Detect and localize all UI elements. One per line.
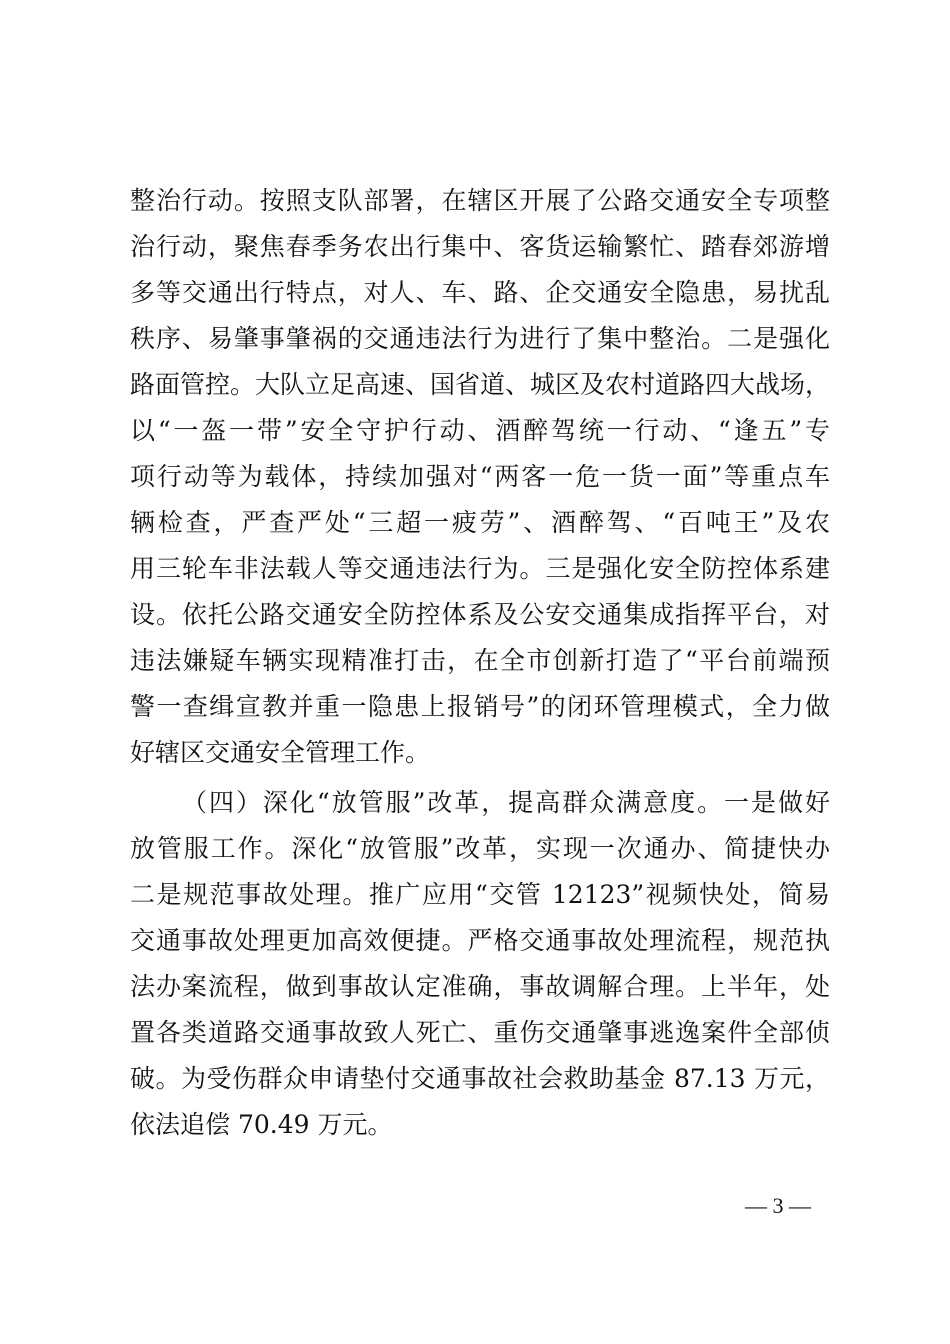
text-line: 法办案流程，做到事故认定准确，事故调解合理。上半年，处 xyxy=(130,972,830,1001)
page-number: — 3 — xyxy=(745,1193,811,1218)
text-line: 放管服工作。深化“放管服”改革，实现一次通办、简捷快办 xyxy=(130,834,830,863)
text-line: 秩序、易肇事肇祸的交通违法行为进行了集中整治。二是强化 xyxy=(130,324,830,353)
text-line: 整治行动。按照支队部署，在辖区开展了公路交通安全专项整 xyxy=(130,186,830,215)
text-line: 交通事故处理更加高效便捷。严格交通事故处理流程，规范执 xyxy=(130,926,830,955)
text-line: 项行动等为载体，持续加强对“两客一危一货一面”等重点车 xyxy=(130,462,830,491)
text-line: 以“一盔一带”安全守护行动、酒醉驾统一行动、“逢五”专 xyxy=(130,416,830,445)
text-line: 路面管控。大队立足高速、国省道、城区及农村道路四大战场， xyxy=(130,370,831,399)
text-line: 用三轮车非法载人等交通违法行为。三是强化安全防控体系建 xyxy=(130,554,830,583)
text-line: 破。为受伤群众申请垫付交通事故社会救助基金 87.13 万元， xyxy=(130,1064,830,1093)
section-heading-line: （四）深化“放管服”改革，提高群众满意度。一是做好 xyxy=(182,788,830,817)
text-line: 依法追偿 70.49 万元。 xyxy=(130,1110,393,1139)
text-line: 警一查缉宣教并重一隐患上报销号”的闭环管理模式，全力做 xyxy=(130,692,830,721)
text-line: 违法嫌疑车辆实现精准打击，在全市创新打造了“平台前端预 xyxy=(130,646,830,675)
text-line: 好辖区交通安全管理工作。 xyxy=(130,738,431,767)
text-line: 置各类道路交通事故致人死亡、重伤交通肇事逃逸案件全部侦 xyxy=(130,1018,830,1047)
text-line: 二是规范事故处理。推广应用“交管 12123”视频快处，简易 xyxy=(130,880,830,909)
text-line: 治行动，聚焦春季务农出行集中、客货运输繁忙、踏春郊游增 xyxy=(130,232,830,261)
text-line: 辆检查，严查严处“三超一疲劳”、酒醉驾、“百吨王”及农 xyxy=(130,508,830,537)
text-line: 设。依托公路交通安全防控体系及公安交通集成指挥平台，对 xyxy=(130,600,830,629)
text-line: 多等交通出行特点，对人、车、路、企交通安全隐患，易扰乱 xyxy=(130,278,830,307)
